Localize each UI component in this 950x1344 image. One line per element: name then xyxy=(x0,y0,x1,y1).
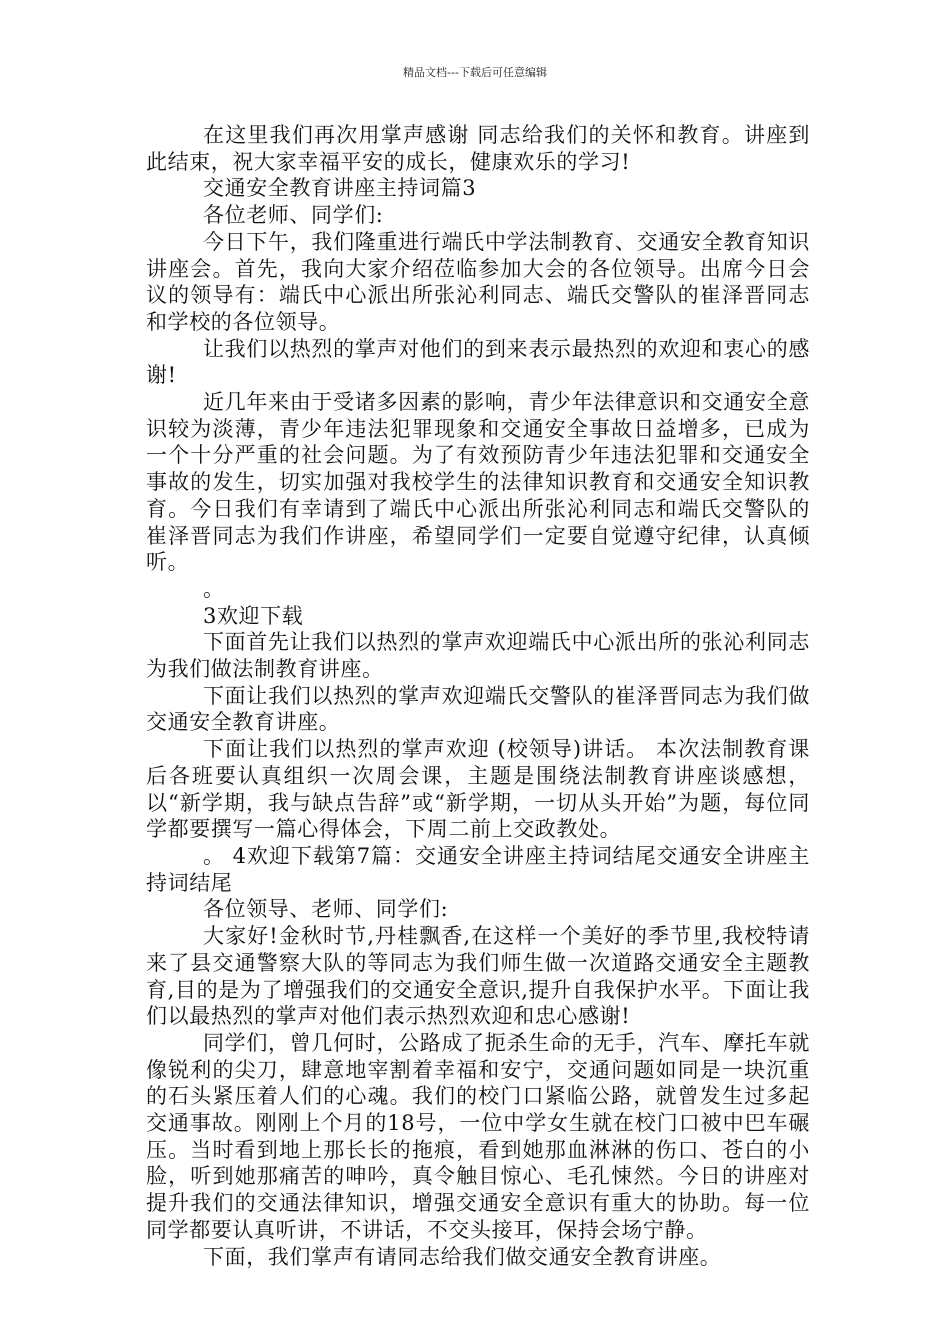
paragraph-legal-lecture-intro: 下面首先让我们以热烈的掌声欢迎端氏中心派出所的张沁利同志为我们做法制教育讲座。 xyxy=(146,630,810,682)
paragraph-background: 近几年来由于受诸多因素的影响，青少年法律意识和交通安全意识较为淡薄，青少年违法犯罪现象和交通安全事故日益增多，已成为一个十分严重的社会问题。为了有效预防青少年违法犯罪和交通安全事故的发生，切实加强对我校学生的法律知识教育和交通安全知识教育。今日我们有幸请到了端氏中心派出所张沁利同志和端氏交警队的崔泽晋同志为我们作讲座，希望同学们一定要自觉遵守纪律，认真倾听。 xyxy=(146,390,810,575)
paragraph-traffic-lecture-intro: 下面让我们以热烈的掌声欢迎端氏交警队的崔泽晋同志为我们做交通安全教育讲座。 xyxy=(146,683,810,735)
paragraph-introduction: 今日下午，我们隆重进行端氏中学法制教育、交通安全教育知识讲座会。首先，我向大家介绍莅临参加大会的各位领导。出席今日会议的领导有：端氏中心派出所张沁利同志、端氏交警队的崔泽晋同志和学校的各位领导。 xyxy=(146,229,810,334)
paragraph-traffic-dangers: 同学们，曾几何时，公路成了扼杀生命的无手，汽车、摩托车就像锐利的尖刀，肆意地宰割着幸福和安宁，交通问题如同是一块沉重的石头紧压着人们的心魂。我们的校门口紧临公路，就曾发生过多起交通事故。刚刚上个月的18号，一位中学女生就在校门口被中巴车碾压。当时看到地上那长长的拖痕，看到她那血淋淋的伤口、苍白的小脸，听到她那痛苦的呻吟，真令触目惊心、毛孔悚然。今日的讲座对提升我们的交通法律知识，增强交通安全意识有重大的协助。每一位同学都要认真听讲，不讲话，不交头接耳，保持会场宁静。 xyxy=(146,1030,810,1242)
paragraph-download-note-3: 3欢迎下载 xyxy=(203,603,304,628)
paragraph-school-leader-speech: 下面让我们以热烈的掌声欢迎 (校领导)讲话。 本次法制教育课后各班要认真组织一次周会课，主题是围绕法制教育讲座谈感想，以“新学期，我与缺点告辞”或“新学期，一切从头开始”为题，每位同学都要撰写一篇心得体会，下周二前上交政教处。 xyxy=(146,737,810,842)
section-title-part-3: 交通安全教育讲座主持词篇3 xyxy=(203,176,477,201)
salutation-part-7: 各位领导、老师、同学们: xyxy=(203,897,449,922)
paragraph-welcome-applause: 让我们以热烈的掌声对他们的到来表示最热烈的欢迎和衷心的感谢! xyxy=(146,336,810,388)
paragraph-closing-thanks: 在这里我们再次用掌声感谢 同志给我们的关怀和教育。讲座到此结束，祝大家幸福平安的成长，健康欢乐的学习! xyxy=(146,123,810,174)
paragraph-final-invite: 下面，我们掌声有请同志给我们做交通安全教育讲座。 xyxy=(203,1244,722,1269)
paragraph-autumn-greeting: 大家好!金秋时节,丹桂飘香,在这样一个美好的季节里,我校特请来了县交通警察大队的等同志为我们师生做一次道路交通安全主题教育,目的是为了增强我们的交通安全意识,提升自我保护水平。下面让我们以最热烈的掌声对他们表示热烈欢迎和忠心感谢! xyxy=(146,924,810,1029)
page-header: 精品文档---下载后可任意编辑 xyxy=(403,66,547,79)
paragraph-period: 。 xyxy=(203,576,225,601)
salutation: 各位老师、同学们: xyxy=(203,203,384,228)
paragraph-part-7-title: 。 4欢迎下载第7篇：交通安全讲座主持词结尾交通安全讲座主持词结尾 xyxy=(146,843,810,895)
document-body xyxy=(146,122,810,1270)
